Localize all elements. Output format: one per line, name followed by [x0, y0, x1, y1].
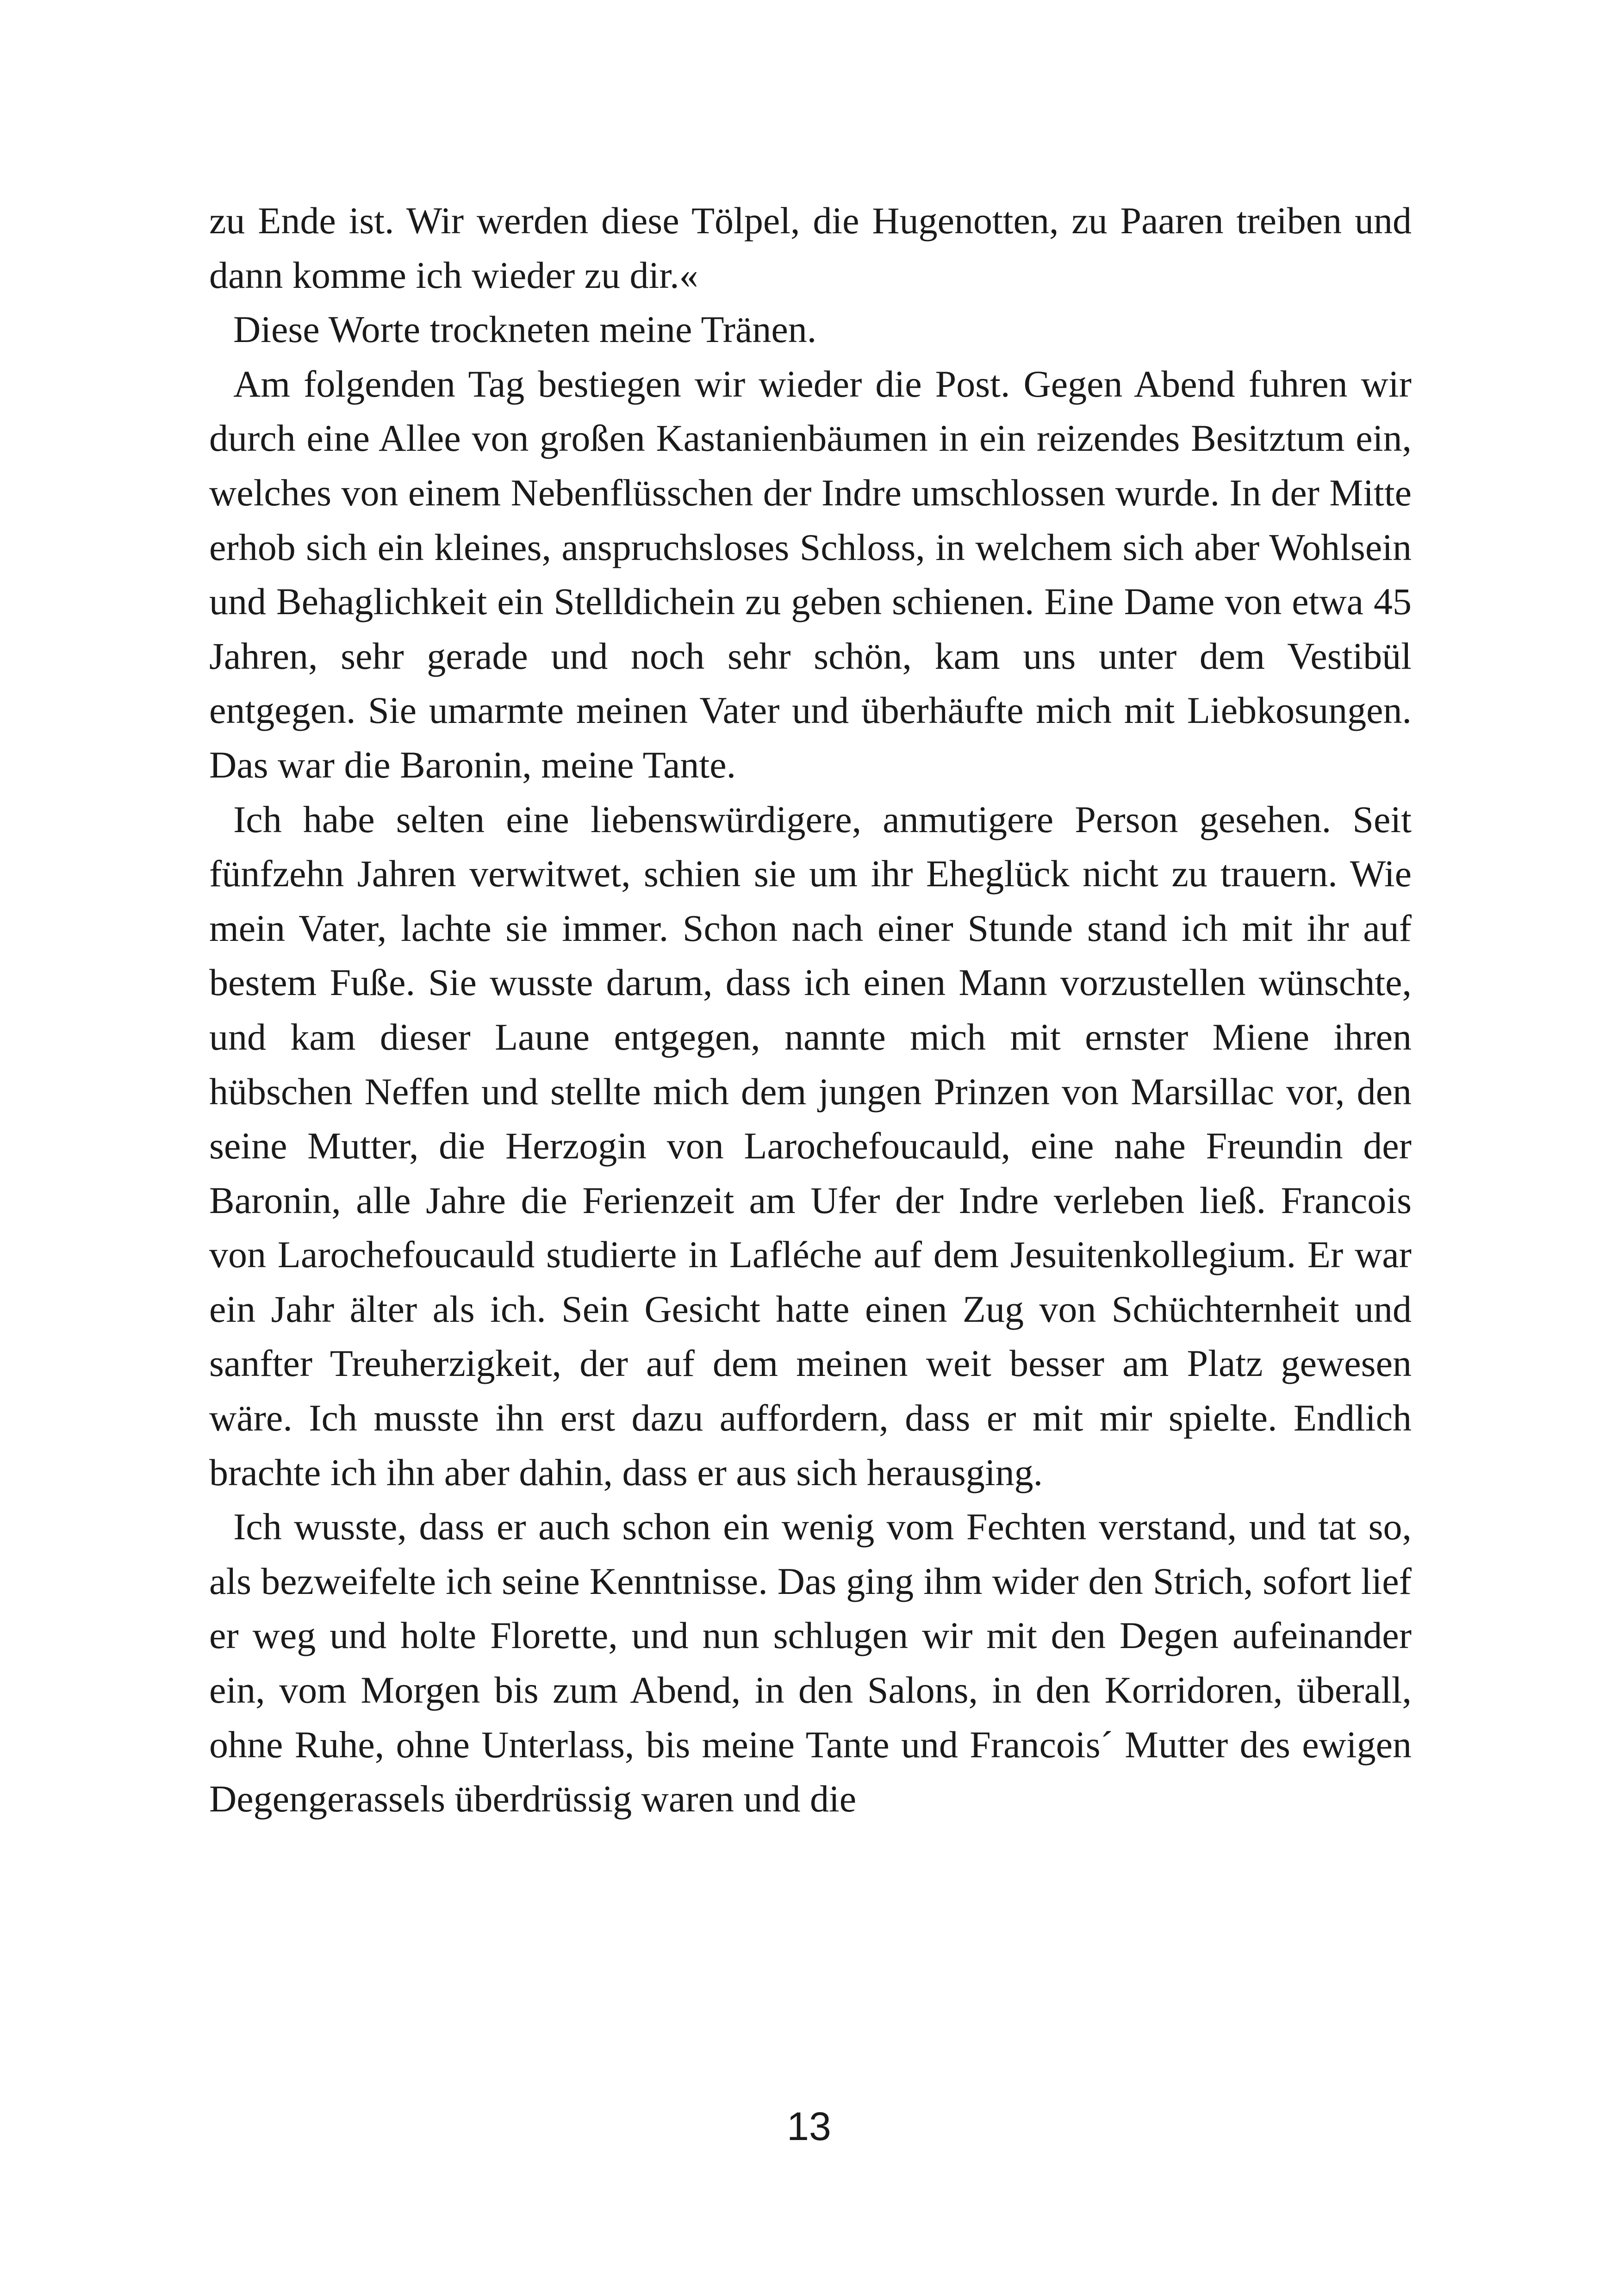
paragraph: Diese Worte trockneten meine Tränen.: [233, 308, 817, 351]
body-text: [209, 193, 1412, 1826]
paragraph-continuation: zu Ende ist. Wir werden diese Tölpel, die Hugenotten, zu Paaren treiben und dann komme ich wieder zu dir.«: [209, 199, 1412, 296]
paragraph: Am folgenden Tag bestiegen wir wieder die Post. Gegen Abend fuhren wir durch eine Allee von großen Kastanienbäumen in ein reizendes Besitztum ein, welches von einem Nebenflüsschen der Indre umschlossen wurde. In der Mitte erhob sich ein kleines, anspruchsloses Schloss, in welchem sich aber Wohlsein und Behaglichkeit ein Stelldichein zu geben schienen. Eine Dame von etwa 45 Jahren, sehr gerade und noch sehr schön, kam uns unter dem Vestibül entgegen. Sie umarmte meinen Vater und überhäufte mich mit Liebkosungen. Das war die Baronin, meine Tante.: [209, 362, 1412, 786]
page-number: 13: [787, 2104, 831, 2149]
paragraph: Ich habe selten eine liebenswürdigere, anmutigere Person gesehen. Seit fünfzehn Jahren verwitwet, schien sie um ihr Eheglück nicht zu trauern. Wie mein Vater, lachte sie immer. Schon nach einer Stunde stand ich mit ihr auf bestem Fuße. Sie wusste darum, dass ich einen Mann vorzustellen wünschte, und kam dieser Laune entgegen, nannte mich mit ernster Miene ihren hübschen Neffen und stellte mich dem jungen Prinzen von Marsillac vor, den seine Mutter, die Herzogin von Larochefoucauld, eine nahe Freundin der Baronin, alle Jahre die Ferienzeit am Ufer der Indre verleben ließ. Francois von Larochefoucauld studierte in Lafléche auf dem Jesuitenkollegium. Er war ein Jahr älter als ich. Sein Gesicht hatte einen Zug von Schüchternheit und sanfter Treuherzigkeit, der auf dem meinen weit besser am Platz gewesen wäre. Ich musste ihn erst dazu auffordern, dass er mit mir spielte. Endlich brachte ich ihn aber dahin, dass er aus sich herausging.: [209, 798, 1412, 1493]
paragraph: Ich wusste, dass er auch schon ein wenig vom Fechten verstand, und tat so, als bezweifelte ich seine Kenntnisse. Das ging ihm wider den Strich, sofort lief er weg und holte Florette, und nun schlugen wir mit den Degen aufeinander ein, vom Morgen bis zum Abend, in den Salons, in den Korridoren, überall, ohne Ruhe, ohne Unterlass, bis meine Tante und Francois´ Mutter des ewigen Degengerassels überdrüssig waren und die: [209, 1506, 1412, 1820]
